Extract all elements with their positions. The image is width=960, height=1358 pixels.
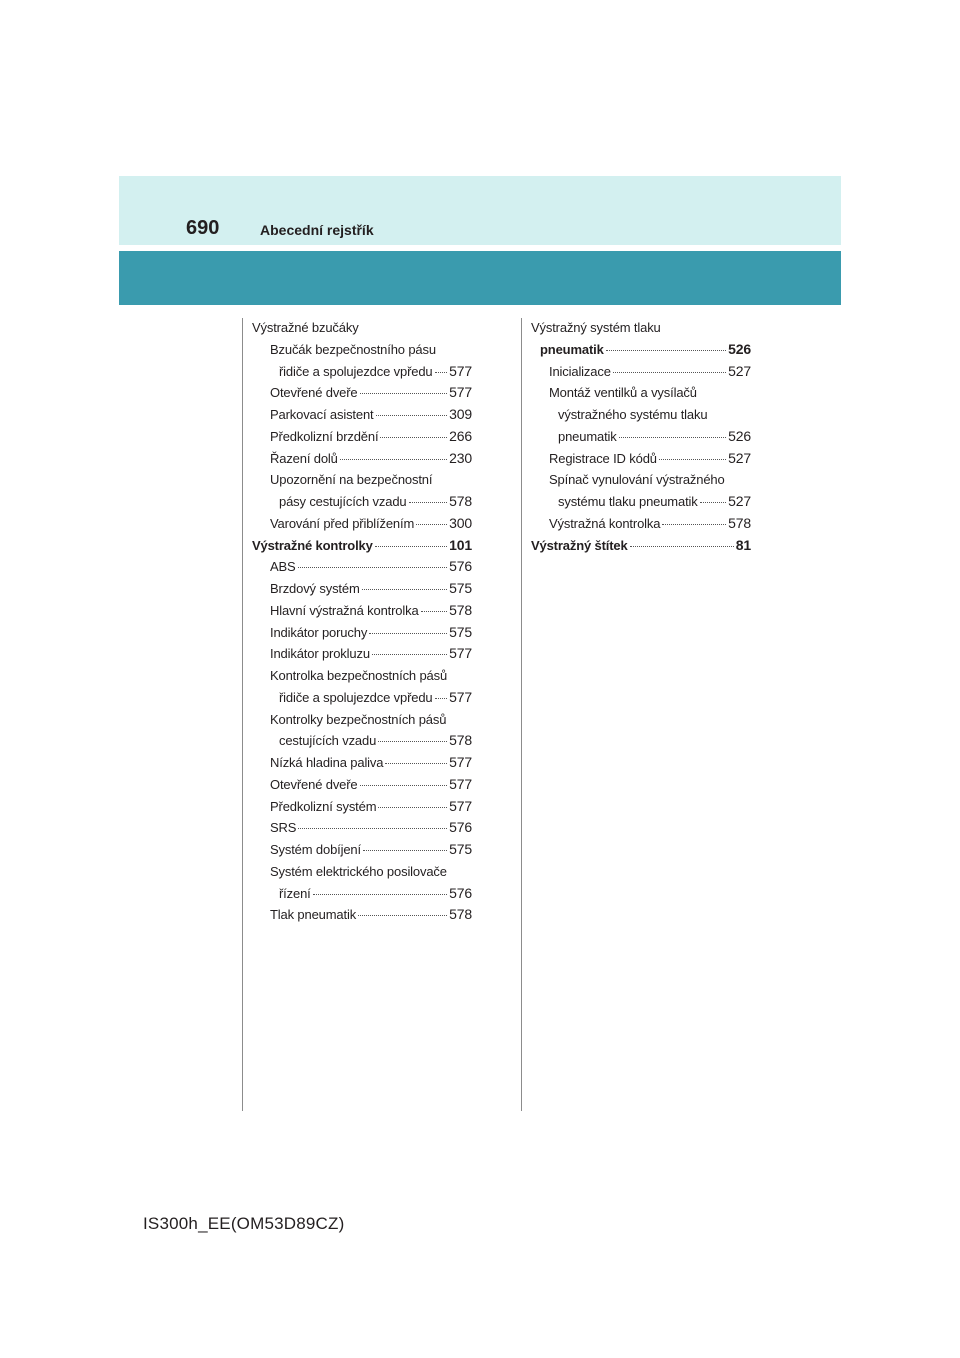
index-entry bbox=[531, 382, 751, 404]
column-rule-right bbox=[521, 318, 522, 1111]
index-entry-text: Varování před přiblížením bbox=[270, 515, 415, 531]
index-entry-text: ABS bbox=[270, 559, 296, 575]
index-entry-page: 101 bbox=[449, 536, 472, 553]
index-entry-text: Systém elektrického posilovače bbox=[270, 863, 447, 879]
dot-leader bbox=[340, 459, 447, 460]
index-entry bbox=[531, 491, 751, 513]
index-entry bbox=[252, 382, 472, 404]
column-rule-left bbox=[242, 318, 243, 1111]
index-column-left bbox=[252, 317, 472, 926]
index-entry bbox=[252, 600, 472, 622]
header-top-band bbox=[119, 176, 841, 245]
index-entry-text: Výstražné bzučáky bbox=[252, 320, 359, 335]
dot-leader bbox=[385, 763, 447, 764]
dot-leader bbox=[409, 502, 448, 503]
index-entry-text: Otevřené dveře bbox=[270, 776, 358, 792]
dot-leader bbox=[298, 828, 447, 829]
index-entry-text: Výstražná kontrolka bbox=[549, 515, 661, 531]
index-entry-text: Montáž ventilků a vysílačů bbox=[549, 385, 697, 401]
index-entry bbox=[252, 404, 472, 426]
index-entry-text: Registrace ID kódů bbox=[549, 450, 657, 466]
dot-leader bbox=[360, 393, 448, 394]
index-entry bbox=[252, 839, 472, 861]
index-entry bbox=[252, 448, 472, 470]
index-entry-text: výstražného systému tlaku bbox=[558, 407, 708, 422]
index-entry bbox=[531, 361, 751, 383]
dot-leader bbox=[360, 785, 448, 786]
index-entry bbox=[252, 643, 472, 665]
index-entry bbox=[252, 796, 472, 818]
index-entry-page: 578 bbox=[449, 732, 472, 749]
index-entry bbox=[252, 339, 472, 361]
index-entry-page: 577 bbox=[449, 797, 472, 814]
index-entry-text: Řazení dolů bbox=[270, 450, 338, 466]
dot-leader bbox=[378, 807, 447, 808]
index-entry bbox=[531, 317, 751, 339]
index-entry-text: Bzučák bezpečnostního pásu bbox=[270, 341, 436, 357]
index-entry bbox=[252, 883, 472, 905]
index-entry-page: 578 bbox=[449, 493, 472, 509]
index-entry bbox=[252, 469, 472, 491]
index-entry-page: 309 bbox=[449, 406, 472, 422]
index-entry-text: Indikátor prokluzu bbox=[270, 646, 370, 662]
index-entry-text: Kontrolka bezpečnostních pásů bbox=[270, 668, 448, 683]
dot-leader bbox=[313, 894, 447, 895]
dot-leader bbox=[613, 372, 726, 373]
index-entry-text: Nízká hladina paliva bbox=[270, 755, 384, 770]
dot-leader bbox=[372, 654, 447, 655]
index-entry bbox=[531, 426, 751, 448]
section-title: Abecední rejstřík bbox=[260, 222, 374, 238]
index-entry bbox=[252, 556, 472, 578]
index-entry bbox=[252, 774, 472, 796]
index-entry-text: Indikátor poruchy bbox=[270, 624, 368, 640]
index-entry bbox=[252, 752, 472, 774]
index-entry-text: Kontrolky bezpečnostních pásů bbox=[270, 711, 447, 727]
dot-leader bbox=[358, 915, 447, 916]
index-entry bbox=[252, 730, 472, 752]
index-entry-text: Tlak pneumatik bbox=[270, 907, 357, 923]
index-entry bbox=[252, 491, 472, 513]
index-entry-page: 575 bbox=[449, 580, 472, 596]
index-entry-page: 578 bbox=[449, 601, 472, 618]
index-entry bbox=[252, 426, 472, 448]
dot-leader bbox=[435, 698, 448, 699]
dot-leader bbox=[630, 546, 734, 547]
index-column-right bbox=[531, 317, 751, 556]
index-entry-text: Předkolizní brzdění bbox=[270, 428, 379, 444]
index-entry bbox=[252, 317, 472, 339]
index-entry-text: cestujících vzadu bbox=[279, 733, 377, 749]
index-entry-text: Upozornění na bezpečnostní bbox=[270, 472, 433, 488]
dot-leader bbox=[376, 415, 448, 416]
dot-leader bbox=[659, 459, 726, 460]
index-entry-page: 577 bbox=[449, 384, 472, 401]
index-entry bbox=[531, 448, 751, 470]
index-entry-page: 575 bbox=[449, 841, 472, 857]
index-entry-page: 576 bbox=[449, 884, 472, 901]
index-entry-page: 527 bbox=[728, 449, 751, 466]
index-entry bbox=[531, 339, 751, 361]
index-entry bbox=[252, 622, 472, 644]
index-entry-text: Spínač vynulování výstražného bbox=[549, 472, 725, 488]
index-entry-text: řidiče a spolujezdce vpředu bbox=[279, 363, 433, 379]
index-entry-page: 300 bbox=[449, 514, 472, 531]
index-entry bbox=[252, 861, 472, 883]
index-entry bbox=[531, 535, 751, 557]
dot-leader bbox=[435, 372, 448, 373]
index-entry-page: 577 bbox=[449, 688, 472, 705]
index-entry bbox=[531, 513, 751, 535]
index-entry-text: systému tlaku pneumatik bbox=[558, 494, 698, 509]
index-entry-text: pneumatik bbox=[540, 341, 604, 357]
index-entry-text: Výstražný štítek bbox=[531, 537, 628, 553]
index-entry-page: 577 bbox=[449, 362, 472, 379]
dot-leader bbox=[380, 437, 447, 438]
index-entry bbox=[252, 535, 472, 557]
dot-leader bbox=[363, 850, 447, 851]
index-entry-page: 230 bbox=[449, 449, 472, 466]
index-entry-page: 526 bbox=[728, 340, 751, 357]
dot-leader bbox=[662, 524, 726, 525]
index-entry bbox=[252, 361, 472, 383]
dot-leader bbox=[606, 350, 726, 351]
index-entry-text: Parkovací asistent bbox=[270, 407, 374, 422]
index-entry-page: 578 bbox=[449, 906, 472, 923]
index-entry-text: SRS bbox=[270, 820, 297, 836]
page-number: 690 bbox=[186, 217, 220, 239]
index-entry-text: Systém dobíjení bbox=[270, 842, 361, 857]
model-code-footer: IS300h_EE(OM53D89CZ) bbox=[143, 1214, 345, 1233]
index-entry-page: 526 bbox=[728, 427, 751, 444]
index-entry-page: 527 bbox=[728, 493, 751, 509]
index-entry-text: pneumatik bbox=[558, 428, 617, 444]
index-entry-text: řízení bbox=[279, 885, 311, 901]
dot-leader bbox=[421, 611, 448, 612]
index-entry-page: 575 bbox=[449, 623, 472, 640]
index-entry-page: 577 bbox=[449, 754, 472, 770]
dot-leader bbox=[378, 741, 447, 742]
dot-leader bbox=[369, 633, 447, 634]
index-entry-text: Výstražné kontrolky bbox=[252, 537, 373, 553]
dot-leader bbox=[298, 567, 448, 568]
dot-leader bbox=[416, 524, 447, 525]
dot-leader bbox=[375, 546, 447, 547]
index-entry bbox=[531, 469, 751, 491]
index-entry-text: řidiče a spolujezdce vpředu bbox=[279, 689, 433, 705]
index-entry-page: 578 bbox=[728, 514, 751, 531]
index-entry-text: Brzdový systém bbox=[270, 581, 360, 596]
index-entry-text: Otevřené dveře bbox=[270, 385, 358, 401]
index-entry-page: 266 bbox=[449, 427, 472, 444]
index-entry-page: 527 bbox=[728, 362, 751, 379]
index-entry bbox=[252, 904, 472, 926]
index-entry-text: Výstražný systém tlaku bbox=[531, 320, 661, 335]
index-entry-page: 577 bbox=[449, 775, 472, 792]
index-entry bbox=[252, 687, 472, 709]
index-entry bbox=[531, 404, 751, 426]
index-entry bbox=[252, 578, 472, 600]
dot-leader bbox=[700, 502, 726, 503]
index-entry-page: 577 bbox=[449, 645, 472, 662]
index-entry-page: 81 bbox=[735, 536, 751, 553]
index-entry bbox=[252, 513, 472, 535]
index-entry bbox=[252, 817, 472, 839]
index-entry bbox=[252, 665, 472, 687]
dot-leader bbox=[619, 437, 726, 438]
index-entry-text: Předkolizní systém bbox=[270, 798, 377, 814]
index-entry-text: Inicializace bbox=[549, 363, 611, 379]
index-entry-page: 576 bbox=[449, 558, 472, 575]
dot-leader bbox=[362, 589, 447, 590]
index-entry bbox=[252, 709, 472, 731]
header-color-band bbox=[119, 251, 841, 305]
index-entry-text: pásy cestujících vzadu bbox=[279, 494, 407, 509]
index-entry-page: 576 bbox=[449, 819, 472, 836]
index-entry-text: Hlavní výstražná kontrolka bbox=[270, 602, 419, 618]
